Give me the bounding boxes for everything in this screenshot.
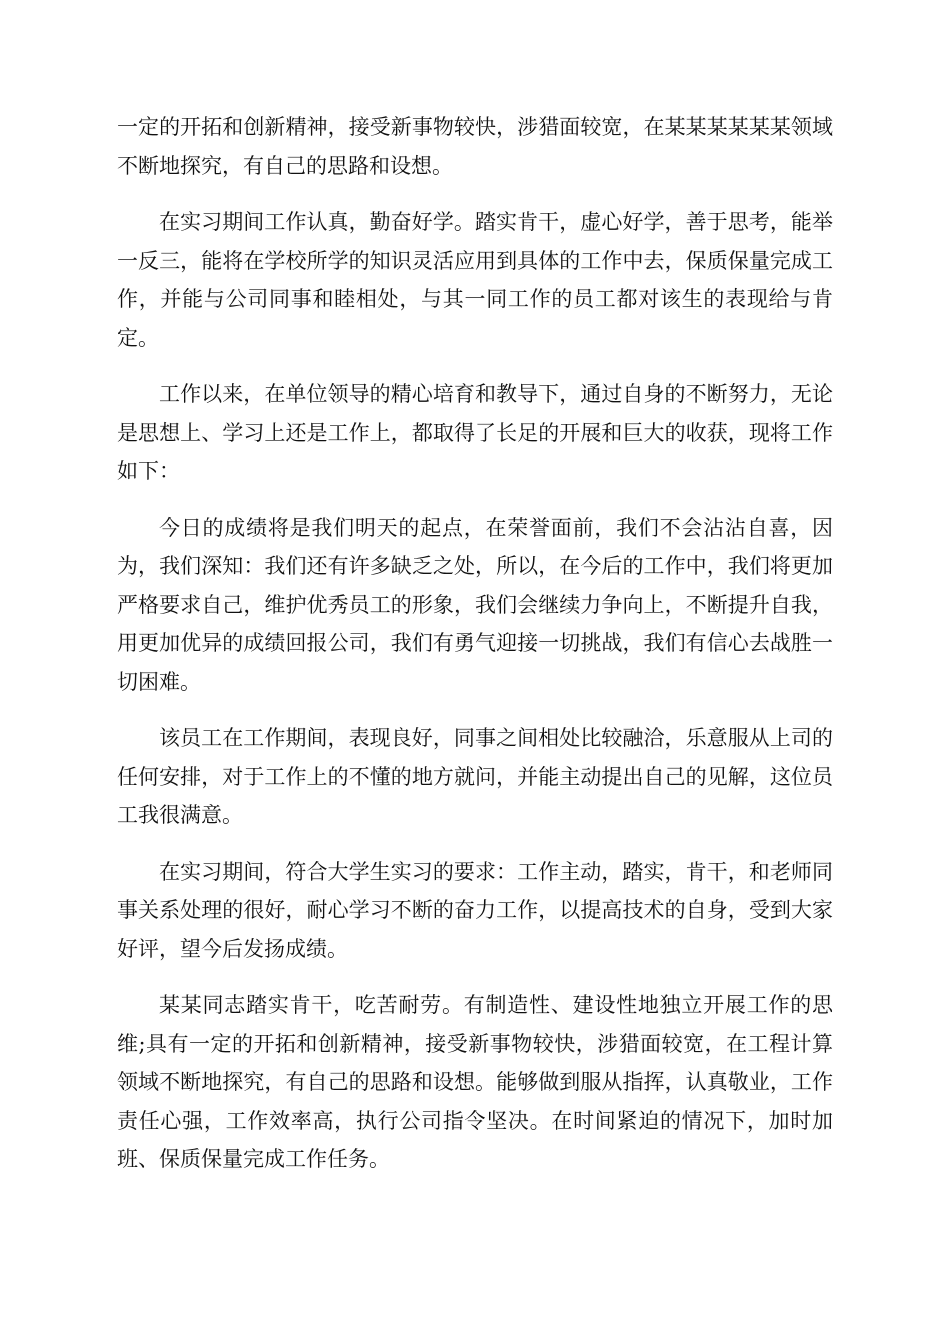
paragraph-5: 该员工在工作期间，表现良好，同事之间相处比较融洽，乐意服从上司的任何安排，对于工作上的不懂的地方就问，并能主动提出自己的见解，这位员工我很满意。 bbox=[117, 726, 833, 827]
paragraph-1: 一定的开拓和创新精神，接受新事物较快，涉猎面较宽，在某某某某某某领域不断地探究，有自己的思路和设想。 bbox=[117, 115, 833, 178]
document-body bbox=[117, 108, 833, 1197]
paragraph-3: 工作以来，在单位领导的精心培育和教导下，通过自身的不断努力，无论是思想上、学习上还是工作上，都取得了长足的开展和巨大的收获，现将工作如下： bbox=[117, 382, 833, 483]
paragraph-6: 在实习期间，符合大学生实习的要求：工作主动，踏实，肯干，和老师同事关系处理的很好，耐心学习不断的奋力工作，以提高技术的自身，受到大家好评，望今后发扬成绩。 bbox=[117, 859, 833, 961]
paragraph-4: 今日的成绩将是我们明天的起点，在荣誉面前，我们不会沾沾自喜，因为，我们深知：我们还有许多缺乏之处，所以，在今后的工作中，我们将更加严格要求自己，维护优秀员工的形象，我们会继续力争向上，不断提升自我，用更加优异的成绩回报公司，我们有勇气迎接一切挑战，我们有信心去战胜一切困难。 bbox=[117, 515, 833, 694]
paragraph-7: 某某同志踏实肯干，吃苦耐劳。有制造性、建设性地独立开展工作的思维;具有一定的开拓和创新精神，接受新事物较快，涉猎面较宽，在工程计算领域不断地探究，有自己的思路和设想。能够做到服从指挥，认真敬业，工作责任心强，工作效率高，执行公司指令坚决。在时间紧迫的情况下，加时加班、保质保量完成工作任务。 bbox=[117, 993, 833, 1171]
paragraph-2: 在实习期间工作认真，勤奋好学。踏实肯干，虚心好学，善于思考，能举一反三，能将在学校所学的知识灵活应用到具体的工作中去，保质保量完成工作，并能与公司同事和睦相处，与其一同工作的员工都对该生的表现给与肯定。 bbox=[117, 210, 833, 350]
